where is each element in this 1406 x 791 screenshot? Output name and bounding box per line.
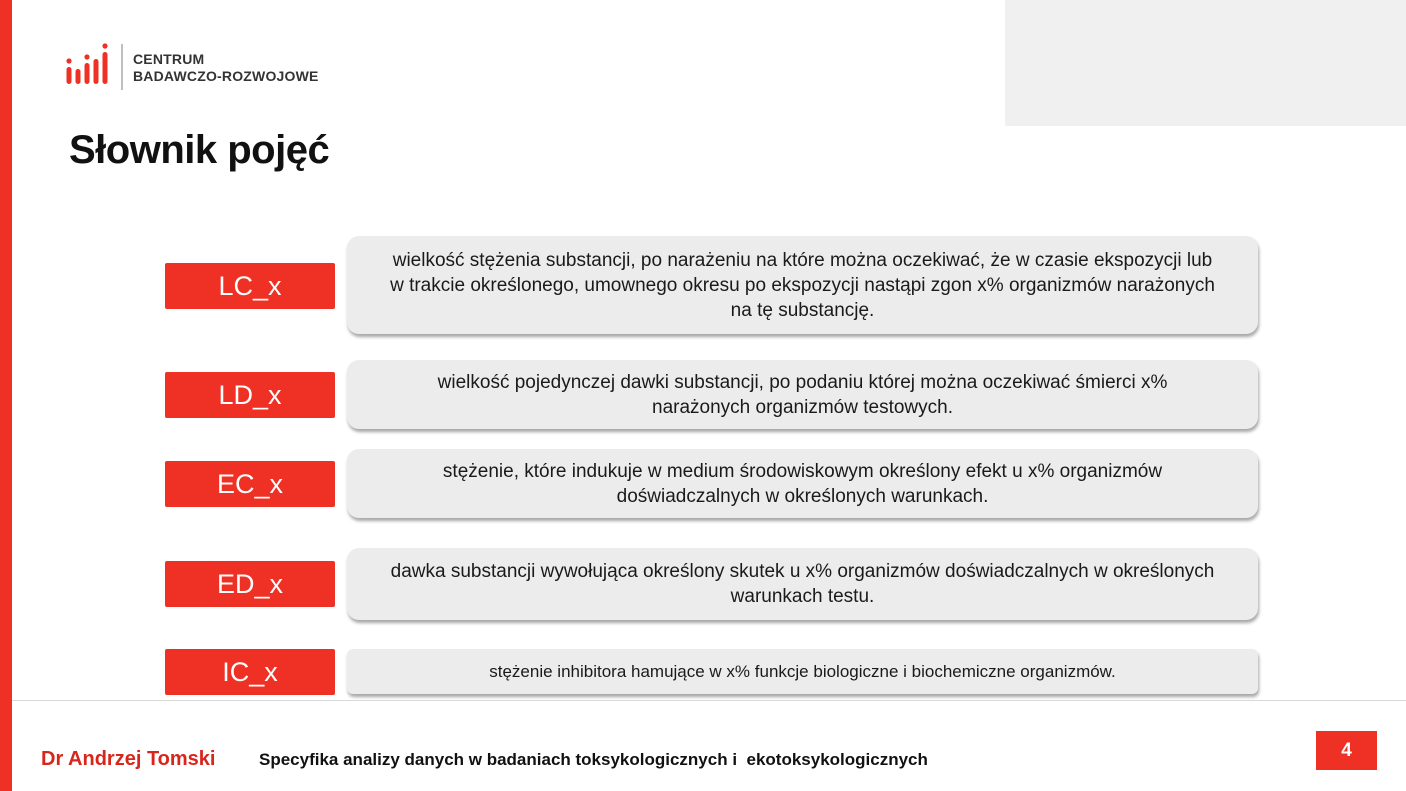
definition-text: wielkość stężenia substancji, po narażeniu na które można oczekiwać, że w czasie ekspozycji lub w trakcie określonego, umownego okresu po ekspozycji nastąpi zgon x% organizmów narażonych na tę substancję. <box>390 249 1215 321</box>
term-badge-ec: EC_x <box>165 461 335 507</box>
page-number: 4 <box>1316 731 1377 770</box>
definition-box-lc <box>347 236 1258 334</box>
logo-text <box>133 51 319 85</box>
definition-box-ic <box>347 649 1258 694</box>
definition-text: stężenie inhibitora hamujące w x% funkcje biologiczne i biochemiczne organizmów. <box>489 662 1116 681</box>
bars-logo-icon <box>66 42 108 88</box>
definition-box-ed <box>347 548 1258 620</box>
logo-line-1: CENTRUM <box>133 51 205 67</box>
definition-text: dawka substancji wywołująca określony skutek u x% organizmów doświadczalnych w określonych warunkach testu. <box>390 561 1215 607</box>
term-badge-ed: ED_x <box>165 561 335 607</box>
definition-box-ld <box>347 360 1258 429</box>
page-title: Słownik pojęć <box>69 128 330 172</box>
top-right-panel <box>1005 0 1406 126</box>
footer-divider <box>12 700 1406 701</box>
term-badge-lc: LC_x <box>165 263 335 309</box>
term-badge-ic: IC_x <box>165 649 335 695</box>
left-accent-bar <box>0 0 12 791</box>
footer-subtitle: Specyfika analizy danych w badaniach toksykologicznych i ekotoksykologicznych <box>259 750 928 769</box>
definition-box-ec <box>347 449 1258 518</box>
definition-text: wielkość pojedynczej dawki substancji, po podaniu której można oczekiwać śmierci x% narażonych organizmów testowych. <box>437 371 1168 418</box>
logo-divider <box>121 44 123 90</box>
logo-line-2: BADAWCZO-ROZWOJOWE <box>133 68 319 84</box>
definition-text: stężenie, które indukuje w medium środowiskowym określony efekt u x% organizmów doświadczalnych w określonych warunkach. <box>442 460 1163 507</box>
footer-author: Dr Andrzej Tomski <box>41 748 216 770</box>
term-badge-ld: LD_x <box>165 372 335 418</box>
logo <box>66 42 346 92</box>
